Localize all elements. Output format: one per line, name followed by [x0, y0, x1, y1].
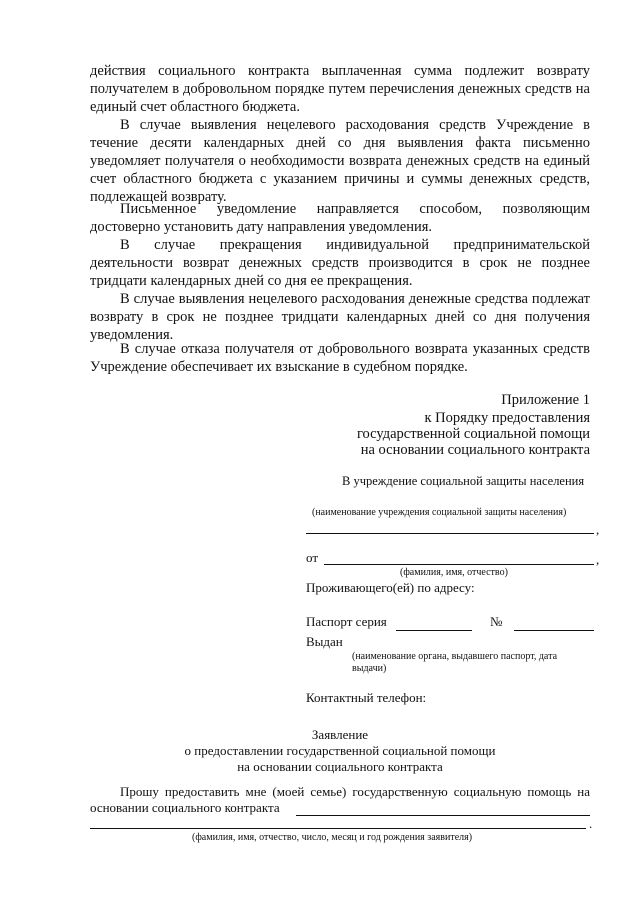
from-field[interactable] — [324, 564, 594, 565]
contract-field[interactable] — [296, 815, 590, 816]
statement-title: Заявление — [311, 727, 369, 742]
request-text: Прошу предоставить мне (моей семье) государственную социальную помощь на основании социального контракта — [90, 784, 590, 815]
appendix-number: Приложение 1 — [501, 392, 590, 408]
appendix-line-2: к Порядку предоставления — [424, 410, 590, 426]
paragraph-4: В случае прекращения индивидуальной предпринимательской деятельности возврат денежных средств производится в срок не позднее тридцати календарных дней со дня ее прекращения. — [90, 237, 590, 289]
issued-label: Выдан — [306, 634, 343, 649]
applicant-field[interactable] — [90, 828, 586, 829]
statement-subtitle-1: о предоставлении государственной социальной помощи — [184, 743, 496, 758]
end-mark: . — [589, 816, 593, 831]
from-hint: (фамилия, имя, отчество) — [400, 567, 508, 578]
appendix-line-4: на основании социального контракта — [360, 442, 590, 458]
comma-1: , — [596, 522, 600, 537]
paragraph-1: действия социального контракта выплаченная сумма подлежит возврату получателем в добровольном порядке путем перечисления денежных средств на единый счет областного бюджета. — [90, 63, 590, 115]
number-label: № — [490, 614, 503, 629]
paragraph-5: В случае выявления нецелевого расходования денежные средства подлежат возврату в срок не позднее тридцати календарных дней со дня получения уведомления. — [90, 291, 590, 343]
phone-label: Контактный телефон: — [306, 690, 427, 705]
addressee-text: В учреждение социальной защиты населения — [342, 474, 585, 488]
paragraph-2: В случае выявления нецелевого расходования средств Учреждение в течение десяти календарных дней со дня выявления факта письменно уведомляет получателя о необходимости возврата денежных средств на единый счет областного бюджета с указанием причины и суммы денежных средств, подлежащей возврату. — [90, 117, 590, 205]
from-label: от — [306, 550, 319, 565]
residing-label: Проживающего(ей) по адресу: — [306, 580, 475, 595]
addressee-underline[interactable] — [306, 533, 594, 534]
addressee-hint: (наименование учреждения социальной защиты населения) — [312, 507, 567, 518]
paragraph-6: В случае отказа получателя от добровольного возврата указанных средств Учреждение обеспечивает их взыскание в судебном порядке. — [90, 341, 590, 375]
applicant-hint: (фамилия, имя, отчество, число, месяц и год рождения заявителя) — [192, 832, 473, 843]
passport-series-field[interactable] — [396, 630, 472, 631]
appendix-line-3: государственной социальной помощи — [356, 426, 590, 442]
issued-hint: (наименование органа, выдавшего паспорт, дата выдачи) — [352, 651, 558, 674]
passport-series-label: Паспорт серия — [306, 614, 387, 629]
statement-subtitle-2: на основании социального контракта — [237, 759, 443, 774]
passport-number-field[interactable] — [514, 630, 594, 631]
paragraph-3: Письменное уведомление направляется способом, позволяющим достоверно установить дату направления уведомления. — [90, 201, 590, 235]
comma-2: , — [596, 552, 600, 567]
